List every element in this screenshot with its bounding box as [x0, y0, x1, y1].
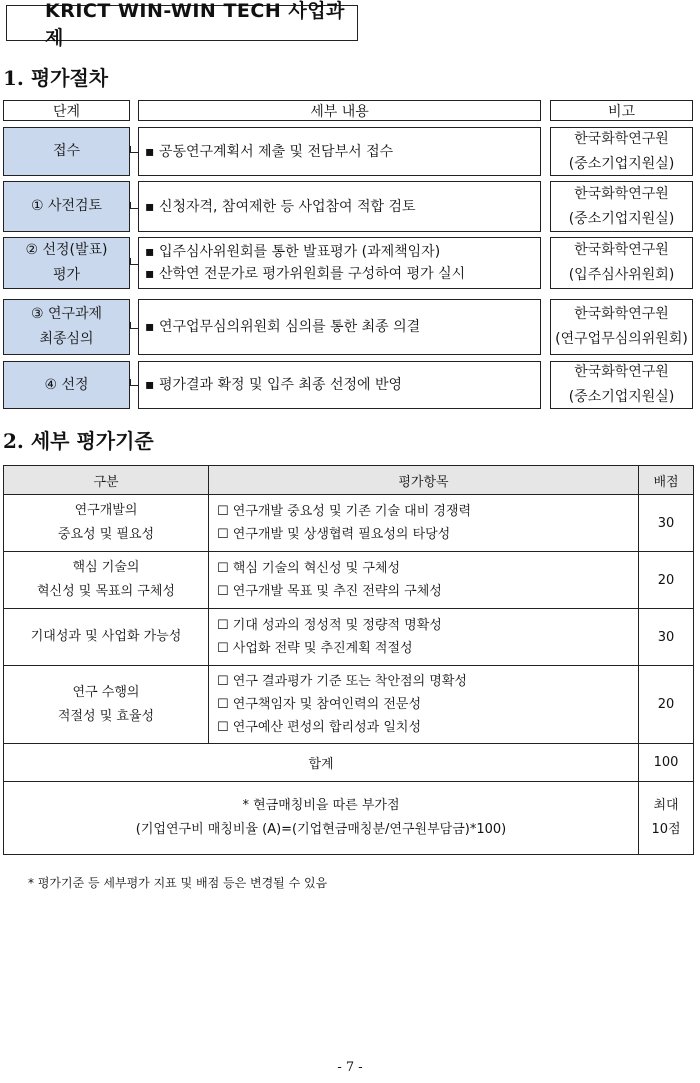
stage-presentation-eval: [3, 237, 130, 289]
note-line: (중소기업지원실): [568, 389, 675, 405]
note-presentation-eval: [550, 237, 693, 289]
detail-line: ▪ 입주심사위원회를 통한 발표평가 (과제책임자): [145, 244, 441, 260]
connector: [130, 258, 138, 265]
criteria-score: 20: [639, 552, 694, 609]
header-note: 비고: [550, 100, 693, 121]
stage-label: 평가: [52, 267, 81, 283]
note-pre-review: [550, 181, 693, 232]
stage-label: ① 사전검토: [30, 198, 103, 214]
note-line: (입주심사위원회): [568, 267, 675, 283]
page-number: - 7 -: [337, 1060, 363, 1075]
stage-selection: [3, 361, 130, 409]
criteria-category: 연구개발의 중요성 및 필요성: [4, 495, 209, 552]
bonus-row: [4, 782, 694, 855]
stage-final-review: [3, 299, 130, 355]
footnote: * 평가기준 등 세부평가 지표 및 배점 등은 변경될 수 있음: [28, 876, 328, 890]
note-line: 한국화학연구원: [574, 364, 669, 380]
criteria-score: 20: [639, 666, 694, 744]
note-final-review: [550, 299, 693, 355]
stage-label: ④ 선정: [44, 376, 89, 393]
criteria-category: 연구 수행의 적절성 및 효율성: [4, 666, 209, 744]
detail-line: ▪ 연구업무심의위원회 심의를 통한 최종 의결: [145, 319, 421, 335]
table-row: [4, 495, 694, 552]
section-heading-procedure: 1. 평가절차: [3, 66, 109, 90]
criteria-score: 30: [639, 609, 694, 666]
total-row: [4, 744, 694, 782]
note-selection: [550, 361, 693, 409]
note-receipt: [550, 127, 693, 176]
stage-label: ② 선정(발표): [25, 242, 108, 258]
stage-label: 최종심의: [39, 331, 94, 347]
criteria-table: [3, 465, 694, 855]
document-title: KRICT WIN-WIN TECH 사업과제: [6, 5, 358, 41]
section-heading-criteria: 2. 세부 평가기준: [3, 429, 154, 453]
detail-receipt: [138, 127, 541, 176]
criteria-header-category: 구분: [4, 466, 209, 495]
criteria-items: ☐ 기대 성과의 정성적 및 정량적 명확성 ☐ 사업화 전략 및 추진계획 적절성: [209, 609, 639, 666]
connector: [130, 146, 138, 153]
detail-final-review: [138, 299, 541, 355]
note-line: (연구업무심의위원회): [555, 331, 688, 347]
note-line: (중소기업지원실): [568, 155, 675, 172]
stage-receipt: [3, 127, 130, 176]
criteria-header-score: 배점: [639, 466, 694, 495]
connector: [130, 379, 138, 386]
table-row: [4, 666, 694, 744]
note-line: 한국화학연구원: [574, 306, 669, 322]
criteria-score: 30: [639, 495, 694, 552]
connector: [130, 202, 138, 209]
total-label: 합계: [4, 744, 639, 782]
note-line: 한국화학연구원: [574, 242, 669, 258]
bonus-description: * 현금매칭비을 따른 부가점 (기업연구비 매칭비율 (A)=(기업현금매칭분/연구원부담금)*100): [4, 782, 639, 855]
detail-line: ▪ 산학연 전문가로 평가위원회를 구성하여 평가 실시: [145, 266, 466, 282]
stage-pre-review: [3, 181, 130, 232]
detail-line: ▪ 공동연구계획서 제출 및 전담부서 접수: [145, 143, 394, 160]
detail-selection: [138, 361, 541, 409]
detail-presentation-eval: [138, 237, 541, 289]
table-row: [4, 552, 694, 609]
connector: [130, 322, 138, 329]
header-stage: 단계: [3, 100, 130, 121]
stage-label: ③ 연구과제: [30, 306, 103, 322]
detail-line: ▪ 신청자격, 참여제한 등 사업참여 적합 검토: [145, 198, 416, 215]
detail-line: ▪ 평가결과 확정 및 입주 최종 선정에 반영: [145, 377, 403, 393]
criteria-category: 핵심 기술의 혁신성 및 목표의 구체성: [4, 552, 209, 609]
criteria-category: 기대성과 및 사업화 가능성: [4, 609, 209, 666]
stage-label: 접수: [52, 143, 81, 159]
note-line: (중소기업지원실): [568, 210, 675, 227]
criteria-items: ☐ 연구 결과평가 기준 또는 착안점의 명확성 ☐ 연구책임자 및 참여인력의 전문성 ☐ 연구예산 편성의 합리성과 일치성: [209, 666, 639, 744]
header-detail: 세부 내용: [138, 100, 541, 121]
total-score: 100: [639, 744, 694, 782]
table-row: [4, 609, 694, 666]
note-line: 한국화학연구원: [574, 185, 669, 202]
criteria-header-items: 평가항목: [209, 466, 639, 495]
detail-pre-review: [138, 181, 541, 232]
criteria-header-row: [4, 466, 694, 495]
criteria-items: ☐ 연구개발 중요성 및 기존 기술 대비 경쟁력 ☐ 연구개발 및 상생협력 필요성의 타당성: [209, 495, 639, 552]
bonus-score: 최대 10점: [639, 782, 694, 855]
criteria-items: ☐ 핵심 기술의 혁신성 및 구체성 ☐ 연구개발 목표 및 추진 전략의 구체성: [209, 552, 639, 609]
note-line: 한국화학연구원: [574, 130, 669, 147]
